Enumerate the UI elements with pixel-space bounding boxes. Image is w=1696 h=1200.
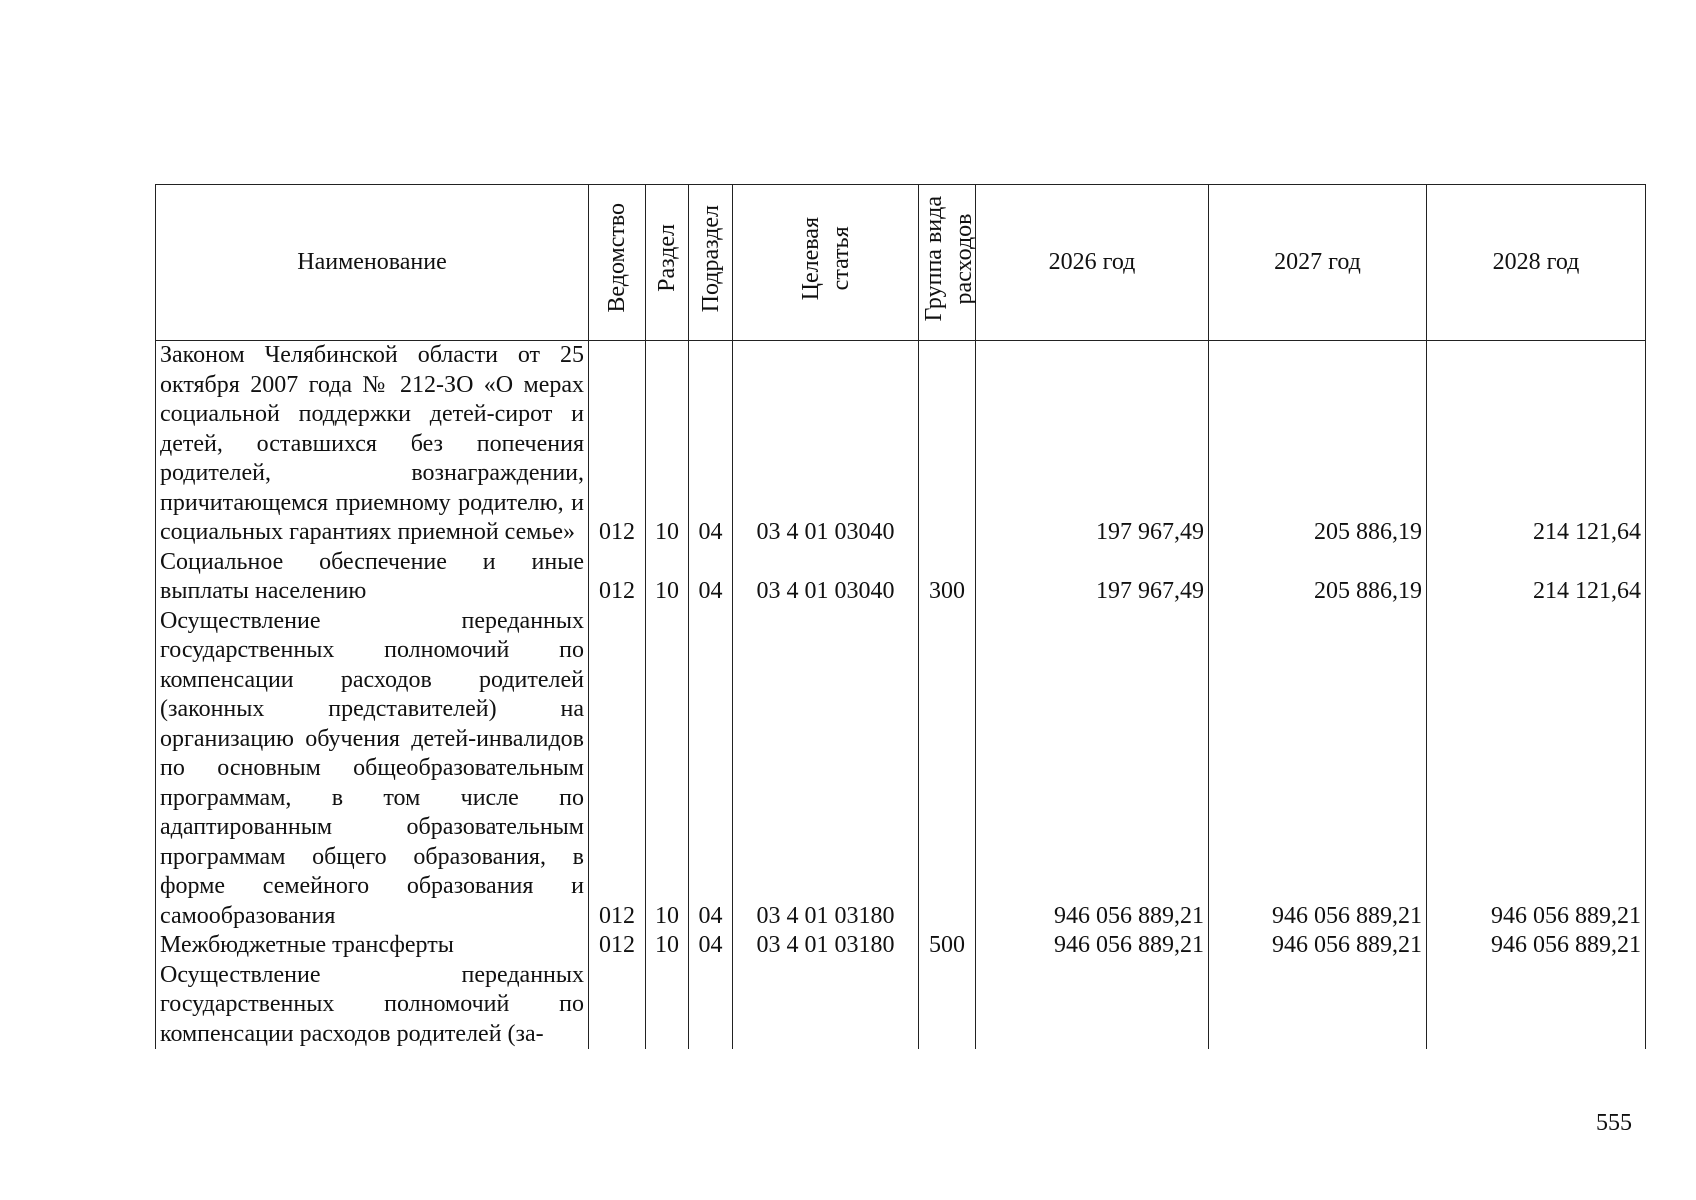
row-section: 10 bbox=[646, 548, 689, 607]
row-name: Осуществление переданных государственных полномочий по компенсации расходов родителей (за- bbox=[156, 961, 589, 1050]
header-name: Наименование bbox=[156, 185, 589, 341]
table-row bbox=[156, 548, 1646, 607]
row-2027: 205 886,19 bbox=[1209, 341, 1427, 548]
budget-table bbox=[155, 184, 1646, 1049]
row-2026: 946 056 889,21 bbox=[976, 931, 1209, 961]
header-section-label: Раздел bbox=[654, 224, 680, 293]
row-subsection: 04 bbox=[689, 341, 733, 548]
row-dept: 012 bbox=[589, 931, 646, 961]
row-2026: 946 056 889,21 bbox=[976, 607, 1209, 932]
row-2028 bbox=[1427, 961, 1646, 1050]
row-group: 500 bbox=[919, 931, 976, 961]
row-section: 10 bbox=[646, 607, 689, 932]
row-section: 10 bbox=[646, 931, 689, 961]
row-subsection: 04 bbox=[689, 548, 733, 607]
header-2027: 2027 год bbox=[1209, 185, 1427, 341]
row-target: 03 4 01 03180 bbox=[733, 607, 919, 932]
header-group-line2: расходов bbox=[951, 212, 977, 304]
table-row bbox=[156, 607, 1646, 932]
row-dept: 012 bbox=[589, 341, 646, 548]
row-2027: 946 056 889,21 bbox=[1209, 931, 1427, 961]
table-row bbox=[156, 931, 1646, 961]
row-2026: 197 967,49 bbox=[976, 548, 1209, 607]
row-subsection: 04 bbox=[689, 607, 733, 932]
row-group bbox=[919, 341, 976, 548]
row-2028: 946 056 889,21 bbox=[1427, 607, 1646, 932]
header-target-line2: статья bbox=[827, 226, 854, 291]
row-target: 03 4 01 03180 bbox=[733, 931, 919, 961]
header-group-line1: Группа вида bbox=[921, 195, 947, 321]
row-2026: 197 967,49 bbox=[976, 341, 1209, 548]
header-subsection bbox=[689, 185, 733, 341]
row-group bbox=[919, 961, 976, 1050]
row-subsection bbox=[689, 961, 733, 1050]
header-2028: 2028 год bbox=[1427, 185, 1646, 341]
row-2027 bbox=[1209, 961, 1427, 1050]
row-section: 10 bbox=[646, 341, 689, 548]
header-section bbox=[646, 185, 689, 341]
header-dept-label: Ведомство bbox=[604, 203, 630, 314]
row-subsection: 04 bbox=[689, 931, 733, 961]
row-2026 bbox=[976, 961, 1209, 1050]
header-target-line1: Целевая bbox=[797, 216, 824, 300]
header-group bbox=[919, 185, 976, 341]
row-name: Законом Челябинской области от 25 октября 2007 года № 212-ЗО «О мерах социальной поддержки детей-сирот и детей, оставшихся без попечения родителей, вознаграждении, причитающемся приемному родителю, и социальных гарантиях приемной семье» bbox=[156, 341, 589, 548]
row-2027: 205 886,19 bbox=[1209, 548, 1427, 607]
header-group-label bbox=[919, 196, 979, 321]
row-dept: 012 bbox=[589, 607, 646, 932]
row-2028: 214 121,64 bbox=[1427, 341, 1646, 548]
row-2028: 946 056 889,21 bbox=[1427, 931, 1646, 961]
row-name: Социальное обеспечение и иные выплаты населению bbox=[156, 548, 589, 607]
row-name: Осуществление переданных государственных полномочий по компенсации расходов родителей (законных представителей) на организацию обучения детей-инвалидов по основным общеобразовательным программам, в том числе по адаптированным образовательным программам общего образования, в форме семейного образования и самообразования bbox=[156, 607, 589, 932]
table-row bbox=[156, 341, 1646, 548]
header-subsection-label: Подраздел bbox=[697, 204, 724, 312]
page-number: 555 bbox=[1596, 1110, 1632, 1136]
row-section bbox=[646, 961, 689, 1050]
header-dept bbox=[589, 185, 646, 341]
header-2026: 2026 год bbox=[976, 185, 1209, 341]
row-target: 03 4 01 03040 bbox=[733, 548, 919, 607]
row-dept: 012 bbox=[589, 548, 646, 607]
table-row bbox=[156, 961, 1646, 1050]
row-dept bbox=[589, 961, 646, 1050]
header-target bbox=[733, 185, 919, 341]
row-2028: 214 121,64 bbox=[1427, 548, 1646, 607]
row-target: 03 4 01 03040 bbox=[733, 341, 919, 548]
table-header-row bbox=[156, 185, 1646, 341]
row-2027: 946 056 889,21 bbox=[1209, 607, 1427, 932]
row-name: Межбюджетные трансферты bbox=[156, 931, 589, 961]
row-group bbox=[919, 607, 976, 932]
row-group: 300 bbox=[919, 548, 976, 607]
header-target-label bbox=[796, 217, 856, 300]
row-target bbox=[733, 961, 919, 1050]
